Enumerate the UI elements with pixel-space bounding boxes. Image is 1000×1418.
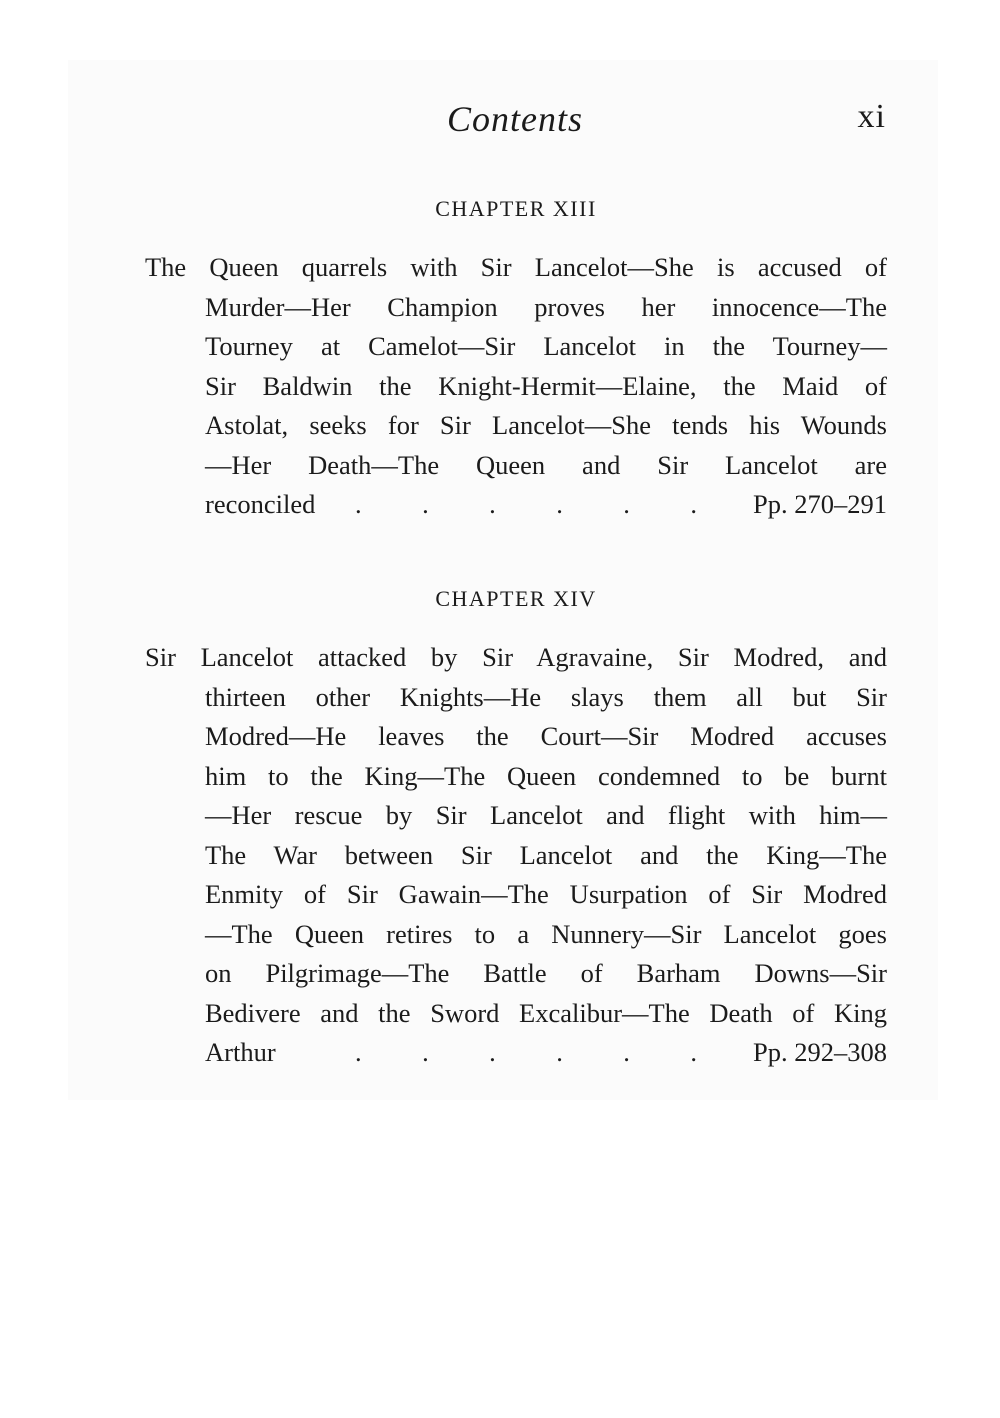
- dot-leader: . . . . . .: [355, 1037, 697, 1067]
- summary-line: on Pilgrimage—The Battle of Barham Downs—Sir: [205, 958, 887, 988]
- summary-line: Sir Lancelot attacked by Sir Agravaine, Sir Modred, and: [145, 642, 887, 672]
- summary-line-end: Arthur: [205, 1037, 276, 1067]
- chapter-xiv-entry: [145, 584, 887, 1073]
- page-number: xi: [857, 98, 886, 135]
- chapter-heading: CHAPTER XIV: [435, 586, 597, 611]
- summary-line: Tourney at Camelot—Sir Lancelot in the Tourney—: [205, 331, 887, 361]
- chapter-xiii-entry: [145, 194, 887, 525]
- summary-line: —Her Death—The Queen and Sir Lancelot are: [205, 449, 887, 480]
- summary-line: Enmity of Sir Gawain—The Usurpation of Sir Modred: [205, 879, 887, 909]
- summary-line: The War between Sir Lancelot and the King—The: [205, 839, 887, 870]
- summary-line: Astolat, seeks for Sir Lancelot—She tends his Wounds: [205, 410, 887, 440]
- dot-leader: . . . . . .: [355, 489, 697, 519]
- summary-line: Modred—He leaves the Court—Sir Modred accuses: [205, 721, 887, 751]
- summary-line: Sir Baldwin the Knight-Hermit—Elaine, the Maid of: [205, 370, 887, 401]
- summary-last-line: [145, 485, 887, 525]
- summary-line: Murder—Her Champion proves her innocence—The: [205, 291, 887, 322]
- summary-line: thirteen other Knights—He slays them all but Sir: [205, 681, 887, 712]
- summary-line: —The Queen retires to a Nunnery—Sir Lancelot goes: [205, 918, 887, 949]
- page-range: Pp. 292–308: [753, 1037, 887, 1067]
- summary-line-end: reconciled: [205, 489, 316, 519]
- summary-line: him to the King—The Queen condemned to be burnt: [205, 760, 887, 791]
- chapter-heading: CHAPTER XIII: [435, 196, 597, 221]
- page-range: Pp. 270–291: [753, 489, 887, 519]
- running-title: Contents: [446, 99, 583, 139]
- summary-last-line: [145, 1033, 887, 1073]
- summary-line: —Her rescue by Sir Lancelot and flight with him—: [205, 800, 887, 830]
- summary-line: Bedivere and the Sword Excalibur—The Death of King: [205, 997, 887, 1028]
- summary-line: The Queen quarrels with Sir Lancelot—She is accused of: [145, 252, 887, 282]
